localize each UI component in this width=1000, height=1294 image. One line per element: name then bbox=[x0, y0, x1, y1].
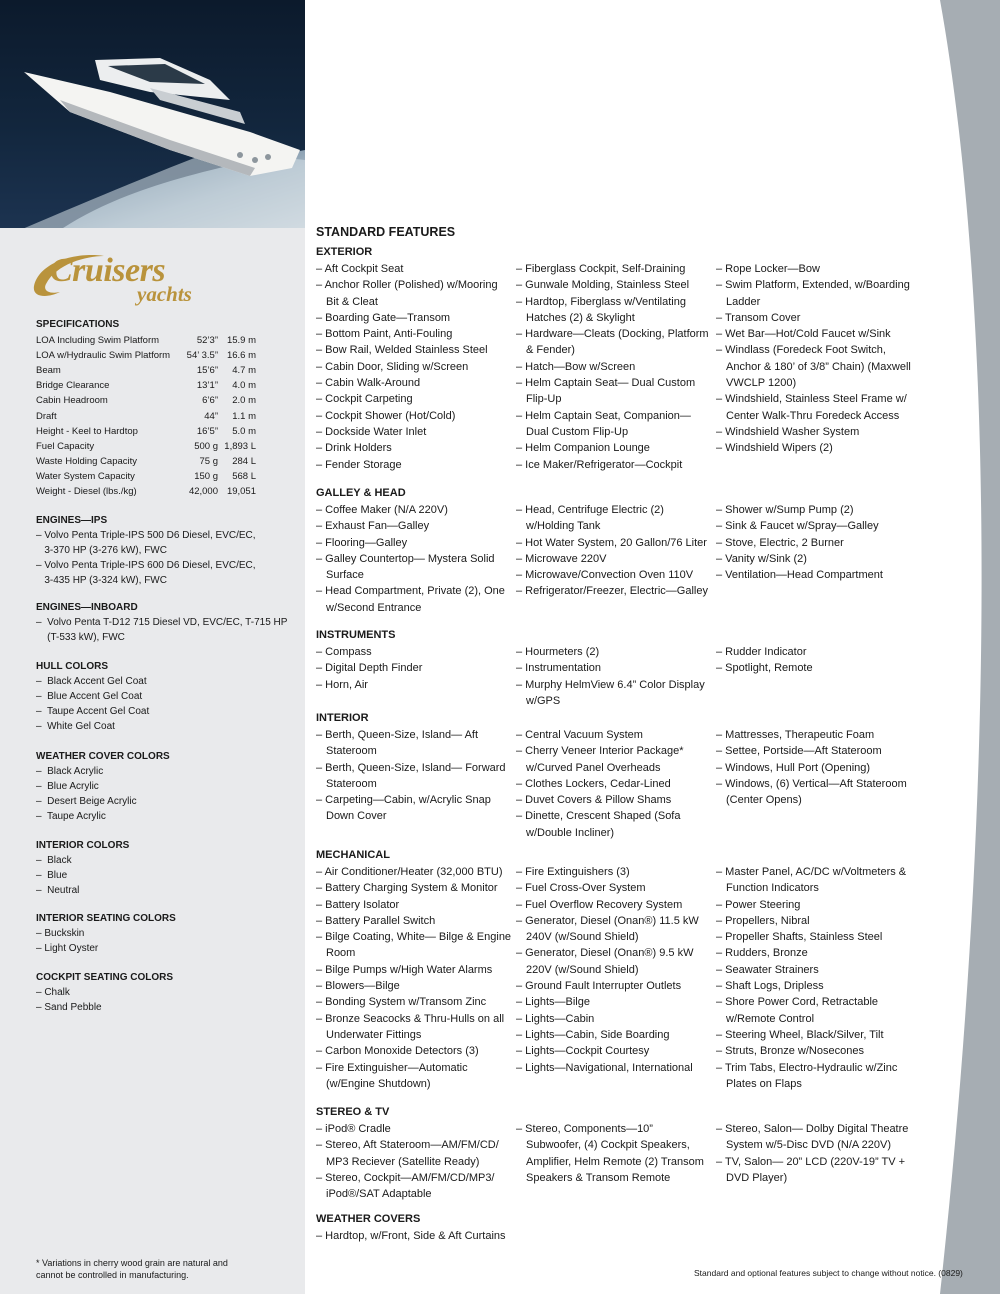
list-item: – Hardware—Cleats (Docking, Platform & Fender) bbox=[516, 328, 709, 357]
list-item: – Black bbox=[36, 855, 72, 866]
spec-imperial: 54’ 3.5” bbox=[186, 350, 218, 362]
stereo-col-2 bbox=[516, 1121, 711, 1186]
list-item: – Mattresses, Therapeutic Foam bbox=[716, 729, 875, 741]
spec-metric: 4.0 m bbox=[232, 380, 256, 392]
list-item: – Rudder Indicator bbox=[716, 646, 807, 658]
list-item: – Windshield Washer System bbox=[716, 425, 860, 438]
list-item: – Carbon Monoxide Detectors (3) bbox=[316, 1045, 479, 1058]
list-item: – Stereo, Salon— Dolby Digital Theatre System w/5-Disc DVD (N/A 220V) bbox=[716, 1123, 909, 1152]
list-item: – Air Conditioner/Heater (32,000 BTU) bbox=[316, 866, 503, 878]
mechanical-col-3 bbox=[716, 864, 911, 1092]
spec-label: Draft bbox=[36, 410, 57, 422]
list-item: – Gunwale Molding, Stainless Steel bbox=[516, 279, 690, 292]
list-item: – Berth, Queen-Size, Island— Aft Stateroom bbox=[316, 729, 479, 758]
spec-imperial: 15’6” bbox=[196, 365, 218, 377]
list-item: – Bottom Paint, Anti-Fouling bbox=[316, 328, 453, 341]
list-item: – Trim Tabs, Electro-Hydraulic w/Zinc Plates on Flaps bbox=[716, 1061, 898, 1090]
spec-imperial: 500 g bbox=[194, 440, 218, 452]
list-item: – Volvo Penta Triple-IPS 500 D6 Diesel, EVC/EC, bbox=[36, 530, 256, 541]
list-item: – Flooring—Galley bbox=[316, 536, 408, 549]
weather-covers-heading: WEATHER COVERS bbox=[316, 1213, 421, 1225]
list-item: (T-533 kW), FWC bbox=[36, 632, 125, 643]
list-item: – Bonding System w/Transom Zinc bbox=[316, 996, 487, 1009]
spec-metric: 568 L bbox=[232, 470, 256, 482]
list-item: – Propeller Shafts, Stainless Steel bbox=[716, 931, 883, 944]
spec-imperial: 150 g bbox=[194, 470, 218, 482]
table-row bbox=[36, 484, 256, 499]
list-item: – Fire Extinguishers (3) bbox=[516, 866, 630, 878]
spec-label: Cabin Headroom bbox=[36, 395, 108, 407]
list-item: – Digital Depth Finder bbox=[316, 662, 423, 675]
spec-label: Fuel Capacity bbox=[36, 440, 95, 452]
list-item: – Cockpit Shower (Hot/Cold) bbox=[316, 409, 456, 422]
list-item: – Lights—Bilge bbox=[516, 996, 590, 1009]
engines-inboard-heading: ENGINES—INBOARD bbox=[36, 602, 138, 613]
list-item: – Helm Captain Seat, Companion— Dual Custom Flip-Up bbox=[516, 409, 691, 438]
specifications-heading: SPECIFICATIONS bbox=[36, 319, 120, 330]
list-item: – Sand Pebble bbox=[36, 1002, 102, 1013]
list-item: – Battery Isolator bbox=[316, 898, 400, 911]
list-item: – Windows, (6) Vertical—Aft Stateroom (Center Opens) bbox=[716, 777, 907, 807]
list-item: – Stereo, Cockpit—AM/FM/CD/MP3/ iPod®/SAT Adaptable bbox=[316, 1171, 495, 1201]
spec-label: LOA Including Swim Platform bbox=[36, 335, 160, 347]
list-item: – Head, Centrifuge Electric (2) w/Holding Tank bbox=[516, 504, 664, 533]
list-item: – Clothes Lockers, Cedar-Lined bbox=[516, 777, 671, 790]
list-item: – Carpeting—Cabin, w/Acrylic Snap Down Cover bbox=[316, 794, 491, 823]
list-item: – Drink Holders bbox=[316, 442, 392, 455]
list-item: – Cockpit Carpeting bbox=[316, 393, 413, 406]
list-item: – Propellers, Nibral bbox=[716, 914, 810, 927]
interior-heading: INTERIOR bbox=[316, 712, 369, 724]
list-item: – Blue bbox=[36, 870, 68, 881]
list-item: – Coffee Maker (N/A 220V) bbox=[316, 504, 448, 516]
list-item: – Shaft Logs, Dripless bbox=[716, 980, 824, 993]
list-item: – Bilge Coating, White— Bilge & Engine Room bbox=[316, 931, 512, 960]
list-item: – Stereo, Components—10” Subwoofer, (4) Cockpit Speakers, Amplifier, Helm Remote (2) Transom Speakers & Transom Remote bbox=[516, 1123, 704, 1184]
table-row bbox=[36, 469, 256, 484]
galley-col-2 bbox=[516, 502, 711, 600]
exterior-heading: EXTERIOR bbox=[316, 246, 373, 258]
interior-colors-list bbox=[36, 853, 79, 898]
list-item: – Bilge Pumps w/High Water Alarms bbox=[316, 963, 493, 976]
list-item: – Cherry Veneer Interior Package* w/Curved Panel Overheads bbox=[516, 745, 684, 774]
spec-label: Weight - Diesel (lbs./kg) bbox=[36, 485, 137, 497]
spec-imperial: 52’3” bbox=[196, 335, 218, 347]
list-item: – Chalk bbox=[36, 987, 70, 998]
list-item: – Black Accent Gel Coat bbox=[36, 676, 147, 687]
list-item: – Windlass (Foredeck Foot Switch, Anchor & 180’ of 3/8” Chain) (Maxwell VWCLP 1200) bbox=[716, 344, 911, 390]
spec-label: Waste Holding Capacity bbox=[36, 455, 138, 467]
list-item: – Bronze Seacocks & Thru-Hulls on all Underwater Fittings bbox=[316, 1012, 505, 1041]
list-item: – Light Oyster bbox=[36, 943, 99, 954]
specifications-table bbox=[36, 333, 256, 499]
list-item: – Instrumentation bbox=[516, 662, 601, 675]
table-row bbox=[36, 348, 256, 363]
list-item: – Dinette, Crescent Shaped (Sofa w/Double Incliner) bbox=[516, 810, 681, 839]
list-item: – Boarding Gate—Transom bbox=[316, 311, 451, 324]
spec-metric: 16.6 m bbox=[226, 350, 256, 362]
list-item: – Buckskin bbox=[36, 928, 85, 939]
interior-seating-colors-heading: INTERIOR SEATING COLORS bbox=[36, 913, 176, 924]
list-item: – Dockside Water Inlet bbox=[316, 425, 427, 438]
list-item: – Taupe Acrylic bbox=[36, 811, 106, 822]
list-item: 3-370 HP (3-276 kW), FWC bbox=[36, 545, 167, 556]
spec-metric: 5.0 m bbox=[232, 425, 256, 437]
spec-label: Bridge Clearance bbox=[36, 380, 110, 392]
list-item: – Settee, Portside—Aft Stateroom bbox=[716, 745, 882, 758]
spec-imperial: 75 g bbox=[199, 455, 218, 467]
list-item: – Hourmeters (2) bbox=[516, 646, 600, 658]
list-item: – Fiberglass Cockpit, Self-Draining bbox=[516, 263, 686, 275]
list-item: – Blowers—Bilge bbox=[316, 980, 400, 993]
list-item: – Horn, Air bbox=[316, 678, 368, 691]
table-row bbox=[36, 408, 256, 423]
list-item: – Refrigerator/Freezer, Electric—Galley bbox=[516, 585, 708, 598]
table-row bbox=[36, 333, 256, 348]
spec-metric: 1.1 m bbox=[232, 410, 256, 422]
list-item: – Blue Accent Gel Coat bbox=[36, 691, 143, 702]
list-item: – Generator, Diesel (Onan®) 9.5 kW 220V (w/Sound Shield) bbox=[516, 947, 694, 976]
list-item: – Hardtop, w/Front, Side & Aft Curtains bbox=[316, 1230, 506, 1242]
table-row bbox=[36, 454, 256, 469]
list-item: – Berth, Queen-Size, Island— Forward Stateroom bbox=[316, 761, 506, 790]
galley-col-1 bbox=[316, 502, 511, 616]
engines-ips-list bbox=[36, 528, 256, 588]
spec-label: LOA w/Hydraulic Swim Platform bbox=[36, 350, 171, 362]
list-item: – Cabin Walk-Around bbox=[316, 377, 421, 390]
spec-imperial: 6’6” bbox=[202, 395, 218, 407]
instruments-col-2 bbox=[516, 644, 711, 709]
list-item: – Exhaust Fan—Galley bbox=[316, 520, 430, 533]
list-item: – Transom Cover bbox=[716, 311, 801, 324]
list-item: – White Gel Coat bbox=[36, 721, 115, 732]
list-item: – Lights—Cockpit Courtesy bbox=[516, 1045, 650, 1058]
spec-imperial: 42,000 bbox=[188, 485, 218, 497]
table-row bbox=[36, 439, 256, 454]
list-item: – Lights—Cabin bbox=[516, 1012, 595, 1025]
list-item: – Ice Maker/Refrigerator—Cockpit bbox=[516, 458, 683, 471]
list-item: – Head Compartment, Private (2), One w/Second Entrance bbox=[316, 585, 505, 614]
list-item: – Shower w/Sump Pump (2) bbox=[716, 504, 854, 516]
spec-metric: 4.7 m bbox=[232, 365, 256, 377]
list-item: – Volvo Penta T-D12 715 Diesel VD, EVC/EC, T-715 HP bbox=[36, 617, 288, 628]
list-item: – Windows, Hull Port (Opening) bbox=[716, 761, 871, 774]
list-item: – Ground Fault Interrupter Outlets bbox=[516, 980, 682, 993]
list-item: – Ventilation—Head Compartment bbox=[716, 569, 883, 582]
list-item: – Battery Charging System & Monitor bbox=[316, 882, 498, 895]
list-item: – Generator, Diesel (Onan®) 11.5 kW 240V (w/Sound Shield) bbox=[516, 914, 699, 944]
spec-imperial: 16’5” bbox=[196, 425, 218, 437]
list-item: – Hatch—Bow w/Screen bbox=[516, 360, 636, 373]
engines-ips-heading: ENGINES—IPS bbox=[36, 515, 108, 526]
weather-cover-colors-list bbox=[36, 764, 137, 824]
exterior-col-1 bbox=[316, 261, 511, 473]
list-item: – Struts, Bronze w/Nosecones bbox=[716, 1045, 864, 1058]
instruments-col-1 bbox=[316, 644, 511, 693]
list-item: – Lights—Navigational, International bbox=[516, 1061, 693, 1074]
list-item: – Duvet Covers & Pillow Shams bbox=[516, 794, 672, 807]
footnote-cherry-wood: * Variations in cherry wood grain are natural and cannot be controlled in manufacturing. bbox=[36, 1258, 228, 1280]
boat-photo bbox=[0, 0, 305, 228]
stereo-col-1 bbox=[316, 1121, 511, 1202]
interior-colors-heading: INTERIOR COLORS bbox=[36, 840, 130, 851]
list-item: – TV, Salon— 20” LCD (220V-19” TV + DVD Player) bbox=[716, 1155, 906, 1184]
exterior-col-2 bbox=[516, 261, 711, 473]
table-row bbox=[36, 378, 256, 393]
list-item: – Windshield Wipers (2) bbox=[716, 442, 833, 455]
brand-sub: yachts bbox=[137, 282, 192, 306]
list-item: – Sink & Faucet w/Spray—Galley bbox=[716, 520, 879, 533]
list-item: – Stove, Electric, 2 Burner bbox=[716, 536, 844, 549]
list-item: – Bow Rail, Welded Stainless Steel bbox=[316, 344, 488, 357]
list-item: – Battery Parallel Switch bbox=[316, 914, 436, 927]
list-item: 3-435 HP (3-324 kW), FWC bbox=[36, 575, 167, 586]
list-item: – Helm Companion Lounge bbox=[516, 442, 650, 455]
list-item: – Cabin Door, Sliding w/Screen bbox=[316, 360, 469, 373]
spec-label: Water System Capacity bbox=[36, 470, 135, 482]
list-item: – Rudders, Bronze bbox=[716, 947, 808, 960]
interior-seating-colors-list bbox=[36, 926, 98, 956]
cockpit-seating-colors-heading: COCKPIT SEATING COLORS bbox=[36, 972, 174, 983]
spec-metric: 19,051 bbox=[226, 485, 256, 497]
list-item: – Galley Countertop— Mystera Solid Surface bbox=[316, 552, 495, 582]
list-item: – Hardtop, Fiberglass w/Ventilating Hatches (2) & Skylight bbox=[516, 295, 686, 324]
interior-col-2 bbox=[516, 727, 711, 841]
list-item: – Compass bbox=[316, 646, 372, 658]
spec-label: Beam bbox=[36, 365, 61, 377]
list-item: – Seawater Strainers bbox=[716, 963, 819, 976]
spec-metric: 15.9 m bbox=[226, 335, 256, 347]
list-item: – Murphy HelmView 6.4” Color Display w/GPS bbox=[516, 678, 705, 707]
galley-col-3 bbox=[716, 502, 911, 583]
spec-metric: 284 L bbox=[232, 455, 256, 467]
list-item: – Volvo Penta Triple-IPS 600 D6 Diesel, EVC/EC, bbox=[36, 560, 256, 571]
mechanical-heading: MECHANICAL bbox=[316, 849, 390, 861]
model-name-label: 520 EXPRESS bbox=[949, 504, 970, 676]
table-row bbox=[36, 424, 256, 439]
list-item: – Helm Captain Seat— Dual Custom Flip-Up bbox=[516, 377, 696, 406]
galley-head-heading: GALLEY & HEAD bbox=[316, 487, 406, 499]
list-item: – Spotlight, Remote bbox=[716, 662, 813, 675]
mechanical-col-1 bbox=[316, 864, 514, 1092]
instruments-heading: INSTRUMENTS bbox=[316, 629, 396, 641]
stereo-col-3 bbox=[716, 1121, 911, 1186]
stereo-tv-heading: STEREO & TV bbox=[316, 1106, 390, 1118]
interior-col-1 bbox=[316, 727, 511, 825]
list-item: – Rope Locker—Bow bbox=[716, 263, 820, 275]
list-item: – Fire Extinguisher—Automatic (w/Engine Shutdown) bbox=[316, 1061, 468, 1090]
boat-illustration bbox=[0, 0, 305, 228]
list-item: – Steering Wheel, Black/Silver, Tilt bbox=[716, 1028, 884, 1041]
standard-features-title: STANDARD FEATURES bbox=[316, 225, 456, 239]
spec-imperial: 44” bbox=[204, 410, 218, 422]
spec-metric: 2.0 m bbox=[232, 395, 256, 407]
list-item: – Power Steering bbox=[716, 898, 801, 911]
list-item: – iPod® Cradle bbox=[316, 1123, 391, 1135]
hull-colors-heading: HULL COLORS bbox=[36, 661, 109, 672]
list-item: – Vanity w/Sink (2) bbox=[716, 552, 807, 565]
exterior-col-3 bbox=[716, 261, 912, 457]
list-item: – Microwave 220V bbox=[516, 552, 607, 565]
list-item: – Blue Acrylic bbox=[36, 781, 99, 792]
cockpit-seating-colors-list bbox=[36, 985, 102, 1015]
list-item: – Wet Bar—Hot/Cold Faucet w/Sink bbox=[716, 328, 891, 341]
list-item: – Shore Power Cord, Retractable w/Remote Control bbox=[716, 996, 879, 1025]
list-item: – Aft Cockpit Seat bbox=[316, 263, 404, 275]
list-item: – Fender Storage bbox=[316, 458, 402, 471]
list-item: – Black Acrylic bbox=[36, 766, 104, 777]
list-item: – Taupe Accent Gel Coat bbox=[36, 706, 150, 717]
weather-cover-colors-heading: WEATHER COVER COLORS bbox=[36, 751, 170, 762]
list-item: – Desert Beige Acrylic bbox=[36, 796, 137, 807]
weather-covers-col-1 bbox=[316, 1228, 511, 1244]
interior-col-3 bbox=[716, 727, 914, 808]
table-row bbox=[36, 393, 256, 408]
spec-metric: 1,893 L bbox=[224, 440, 256, 452]
list-item: – Swim Platform, Extended, w/Boarding Ladder bbox=[716, 279, 910, 308]
list-item: – Central Vacuum System bbox=[516, 729, 643, 741]
list-item: – Neutral bbox=[36, 885, 80, 896]
list-item: – Hot Water System, 20 Gallon/76 Liter bbox=[516, 536, 707, 549]
table-row bbox=[36, 363, 256, 378]
list-item: – Stereo, Aft Stateroom—AM/FM/CD/ MP3 Reciever (Satellite Ready) bbox=[316, 1139, 499, 1168]
list-item: – Fuel Cross-Over System bbox=[516, 882, 646, 895]
spec-label: Height - Keel to Hardtop bbox=[36, 425, 138, 437]
hull-colors-list bbox=[36, 674, 149, 734]
list-item: – Fuel Overflow Recovery System bbox=[516, 898, 683, 911]
instruments-col-3 bbox=[716, 644, 911, 677]
spec-imperial: 13’1” bbox=[196, 380, 218, 392]
list-item: – Master Panel, AC/DC w/Voltmeters & Function Indicators bbox=[716, 866, 907, 895]
list-item: – Windshield, Stainless Steel Frame w/ Center Walk-Thru Foredeck Access bbox=[716, 393, 907, 422]
brand-name: Cruisers bbox=[50, 252, 166, 289]
list-item: – Lights—Cabin, Side Boarding bbox=[516, 1028, 670, 1041]
engines-inboard-list bbox=[36, 615, 287, 645]
list-item: – Anchor Roller (Polished) w/Mooring Bit & Cleat bbox=[316, 279, 498, 308]
list-item: – Microwave/Convection Oven 110V bbox=[516, 569, 694, 582]
mechanical-col-2 bbox=[516, 864, 711, 1076]
footnote-disclaimer: Standard and optional features subject to change without notice. (0829) bbox=[694, 1268, 963, 1278]
